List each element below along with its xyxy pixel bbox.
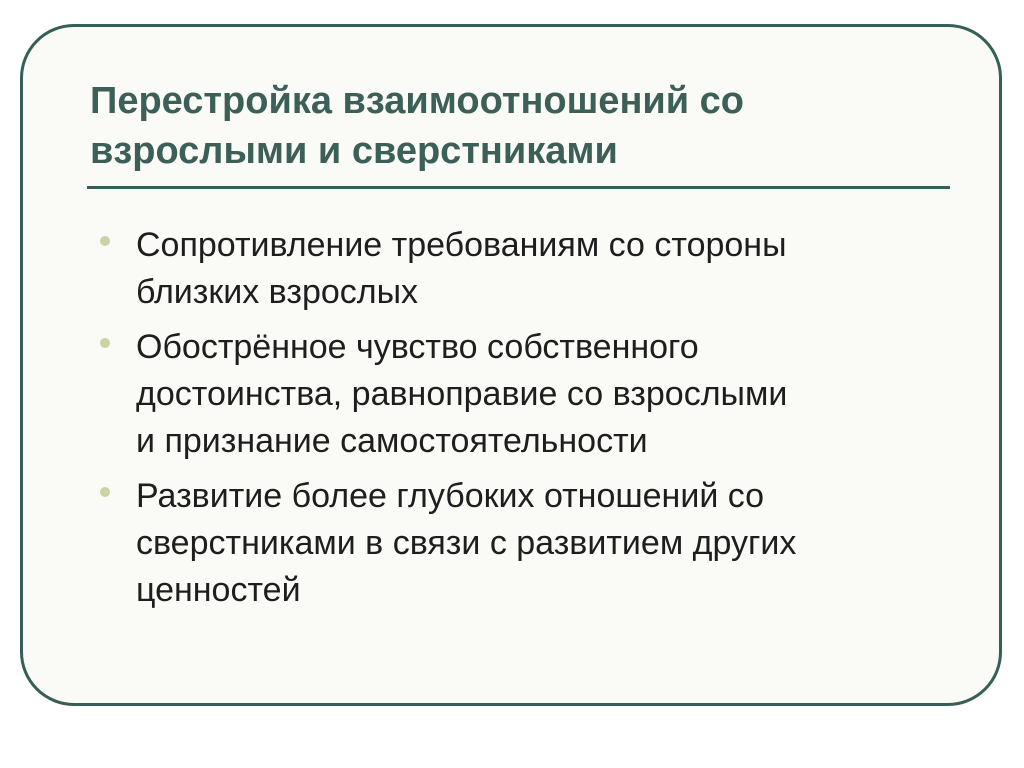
bullet-text: Сопротивление требованиям со стороны близких взрослых: [136, 226, 787, 311]
bullet-dot-icon: [100, 487, 110, 497]
bullet-item: [98, 473, 918, 614]
bullet-text: Обострённое чувство собственного достоинства, равноправие со взрослыми и признание самостоятельности: [136, 328, 788, 460]
title-divider: [87, 186, 950, 189]
bullet-dot-icon: [100, 338, 110, 348]
bullet-dot-icon: [100, 236, 110, 246]
bullet-item: [98, 324, 918, 465]
slide-title: Перестройка взаимоотношений со взрослыми и сверстниками: [90, 80, 745, 172]
bullet-list: [98, 222, 918, 622]
bullet-text: Развитие более глубоких отношений со сверстниками в связи с развитием других ценностей: [136, 477, 797, 609]
bullet-item: [98, 222, 918, 316]
